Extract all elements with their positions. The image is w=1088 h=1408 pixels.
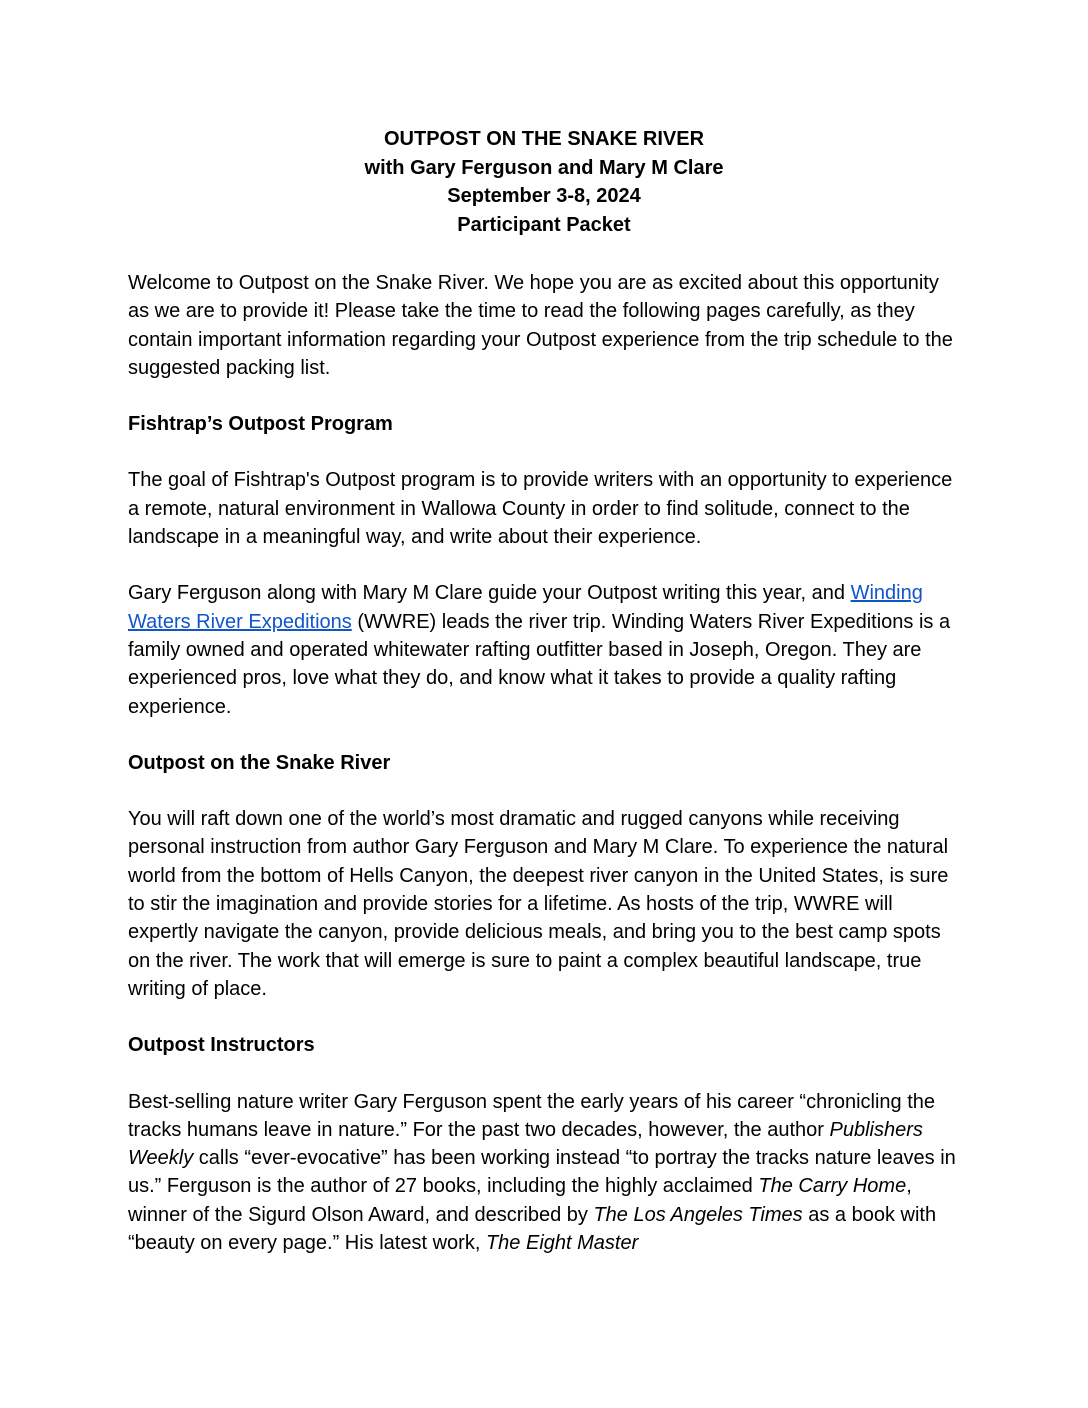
packet-label: Participant Packet	[457, 213, 631, 236]
newspaper-title: The Los Angeles Times	[593, 1203, 803, 1226]
instructors-text-2: calls “ever-evocative” has been working instead “to portray the tracks nature leaves in us.” Ferguson is the author of 27 books, including the highly acclaimed	[128, 1147, 956, 1198]
document-subtitle: with Gary Ferguson and Mary M Clare	[364, 156, 724, 179]
instructors-text-3: , winner of the Sigurd Olson Award, and described by	[128, 1175, 912, 1226]
book-title: The Carry Home	[758, 1175, 907, 1198]
document-title: OUTPOST ON THE SNAKE RIVER	[383, 128, 705, 150]
latest-work-title: The Eight Master	[485, 1232, 639, 1255]
instructors-text-4: as a book with “beauty on every page.” His latest work,	[128, 1203, 937, 1255]
guide-text-after: (WWRE) leads the river trip. Winding Waters River Expeditions is a family owned and operated whitewater rafting outfitter based in Joseph, Oregon. They are experienced pros, love what they do, and know what it takes to provide a quality rafting experience.	[128, 610, 951, 718]
section-heading-snake: Outpost on the Snake River	[128, 751, 391, 774]
title-block	[128, 125, 960, 239]
instructors-text-1: Best-selling nature writer Gary Ferguson spent the early years of his career “chronicling the tracks humans leave in nature.” For the past two decades, however, the author	[128, 1090, 936, 1141]
section-heading-program: Fishtrap’s Outpost Program	[128, 413, 393, 436]
intro-paragraph: Welcome to Outpost on the Snake River. We hope you are as excited about this opportunity as we are to provide it! Please take the time to read the following pages carefully, as they contain important information regarding your Outpost experience from the trip schedule to the suggested packing list.	[128, 272, 953, 379]
snake-paragraph: You will raft down one of the world’s most dramatic and rugged canyons while receiving personal instruction from author Gary Ferguson and Mary M Clare. To experience the natural world from the bottom of Hells Canyon, the deepest river canyon in the United States, is sure to stir the imagination and provide stories for a lifetime. As hosts of the trip, WWRE will expertly navigate the canyon, provide delicious meals, and bring you to the best camp spots on the river. The work that will emerge is sure to paint a complex beautiful landscape, true writing of place.	[128, 808, 949, 1000]
wwre-link[interactable]: Winding Waters River Expeditions	[128, 582, 923, 633]
program-paragraph: The goal of Fishtrap's Outpost program is to provide writers with an opportunity to experience a remote, natural environment in Wallowa County in order to find solitude, connect to the landscape in a meaningful way, and write about their experience.	[128, 469, 953, 549]
guide-text-before: Gary Ferguson along with Mary M Clare guide your Outpost writing this year, and	[128, 582, 851, 605]
document-page	[128, 125, 960, 1257]
section-heading-instructors: Outpost Instructors	[128, 1034, 315, 1057]
publication-title: Publishers Weekly	[128, 1118, 923, 1170]
guide-paragraph	[128, 579, 960, 720]
event-dates: September 3-8, 2024	[447, 185, 641, 207]
instructors-paragraph	[128, 1088, 960, 1258]
